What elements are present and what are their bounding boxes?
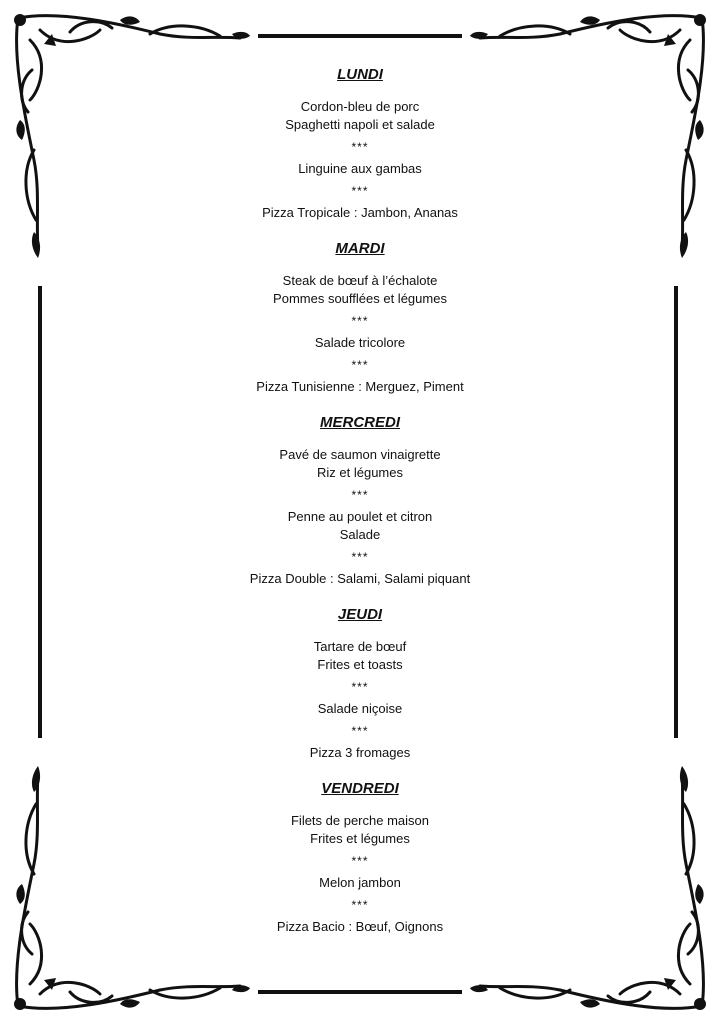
day-title: LUNDI (337, 66, 383, 83)
dish-line: Riz et légumes (317, 465, 403, 480)
day-block-mardi (120, 236, 600, 396)
dish-line: Penne au poulet et citron (287, 509, 433, 524)
day-block-jeudi (120, 602, 600, 762)
dish-line: Pizza Tropicale : Jambon, Ananas (262, 205, 458, 220)
day-block-vendredi (120, 776, 600, 936)
dish-line: Pizza Tunisienne : Merguez, Piment (256, 379, 464, 394)
separator: *** (351, 680, 369, 694)
menu-content (120, 62, 600, 950)
dish-line: Steak de bœuf à l’échalote (282, 273, 438, 288)
top-rule (258, 34, 462, 38)
dish-line: Frites et toasts (317, 657, 403, 672)
dish-line: Melon jambon (319, 875, 401, 890)
dish-line: Salade tricolore (314, 335, 406, 350)
dish-line: Pavé de saumon vinaigrette (279, 447, 441, 462)
dish-line: Filets de perche maison (290, 813, 429, 828)
separator: *** (351, 550, 369, 564)
left-rule (38, 286, 42, 738)
separator: *** (351, 488, 369, 502)
bottom-rule (258, 990, 462, 994)
dish-line: Linguine aux gambas (298, 161, 422, 176)
dish-line: Pommes soufflées et légumes (273, 291, 447, 306)
separator: *** (351, 140, 369, 154)
separator: *** (351, 314, 369, 328)
day-title: MARDI (335, 240, 385, 257)
day-block-mercredi (120, 410, 600, 588)
right-rule (674, 286, 678, 738)
dish-line: Frites et légumes (310, 831, 410, 846)
separator: *** (351, 724, 369, 738)
day-title: VENDREDI (321, 780, 399, 797)
day-title: MERCREDI (319, 414, 400, 431)
dish-line: Cordon-bleu de porc (300, 99, 420, 114)
separator: *** (351, 854, 369, 868)
dish-line: Pizza Double : Salami, Salami piquant (249, 571, 471, 586)
dish-line: Spaghetti napoli et salade (285, 117, 435, 132)
dish-line: Pizza Bacio : Bœuf, Oignons (276, 919, 444, 934)
day-block-lundi (120, 62, 600, 222)
day-title: JEUDI (337, 606, 383, 623)
separator: *** (351, 184, 369, 198)
dish-line: Salade (339, 527, 381, 542)
separator: *** (351, 898, 369, 912)
dish-line: Tartare de bœuf (313, 639, 407, 654)
dish-line: Salade niçoise (317, 701, 403, 716)
dish-line: Pizza 3 fromages (309, 745, 411, 760)
separator: *** (351, 358, 369, 372)
